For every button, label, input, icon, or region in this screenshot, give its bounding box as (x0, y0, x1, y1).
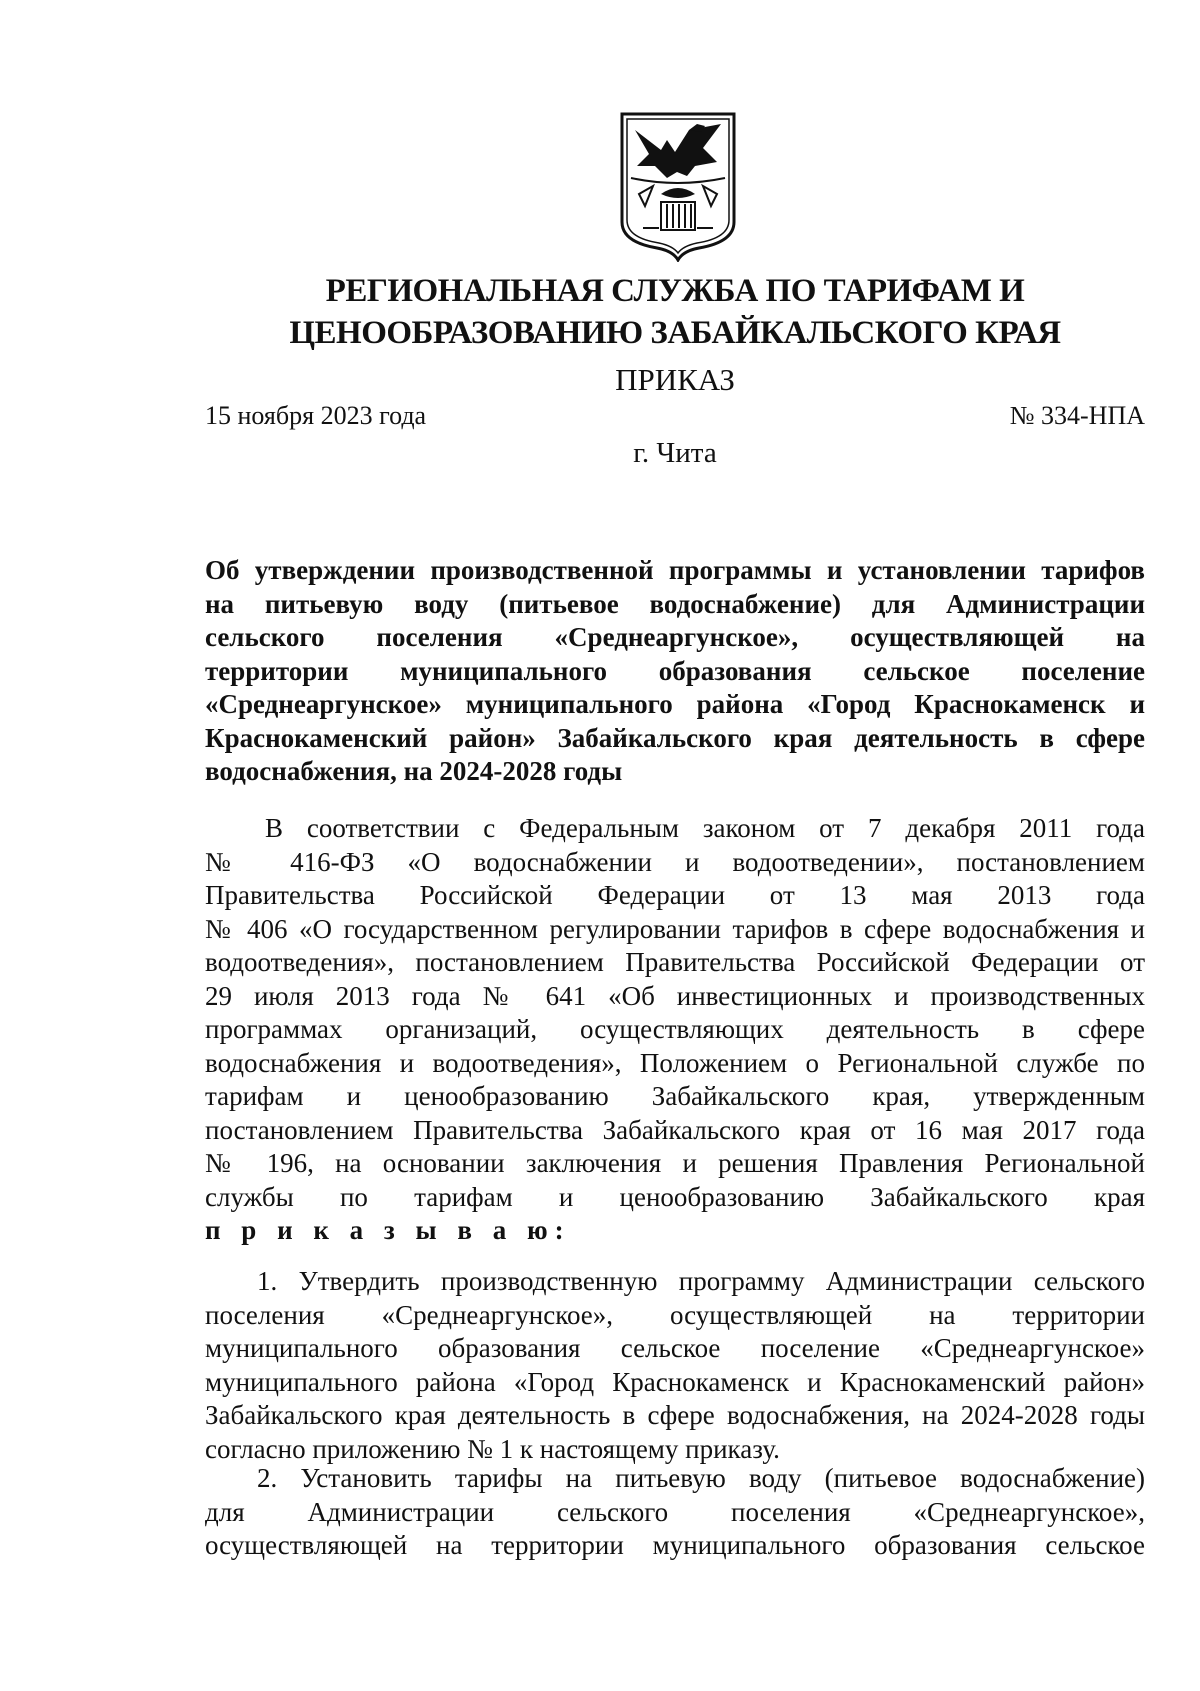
preamble-line: № 196, на основании заключения и решения Правления Региональной (205, 1148, 1145, 1178)
preamble-paragraph (205, 812, 1145, 1248)
item-line: поселения «Среднеаргунское», осуществляющей на территории (205, 1299, 1145, 1330)
subject-line: территории муниципального образования сельское поселение (205, 655, 1145, 686)
document-number: № 334-НПА (1009, 401, 1145, 430)
preamble-line: № 406 «О государственном регулировании тарифов в сфере водоснабжения и (205, 913, 1145, 944)
item-line: Забайкальского края деятельность в сфере водоснабжения, на 2024-2028 годы (205, 1400, 1145, 1430)
preamble-line: службы по тарифам и ценообразованию Забайкальского края (205, 1181, 1145, 1212)
item-line: 2. Установить тарифы на питьевую воду (питьевое водоснабжение) (257, 1463, 1145, 1493)
order-item-2 (205, 1462, 1145, 1563)
preamble-line: постановлением Правительства Забайкальского края от 16 мая 2017 года (205, 1114, 1145, 1145)
subject-line: Краснокаменский район» Забайкальского края деятельность в сфере (205, 722, 1145, 753)
document-city: г. Чита (633, 437, 717, 469)
preamble-line: водоотведения», постановлением Правительства Российской Федерации от (205, 947, 1145, 977)
subject-line: «Среднеаргунское» муниципального района «Город Краснокаменск и (205, 689, 1145, 719)
preamble-line: 29 июля 2013 года № 641 «Об инвестиционных и производственных (205, 980, 1145, 1011)
preamble-line: программах организаций, осуществляющих деятельность в сфере (205, 1014, 1145, 1044)
organization-name (200, 270, 1150, 354)
item-line: для Администрации сельского поселения «Среднеаргунское», (205, 1496, 1145, 1527)
subject-line: на питьевую воду (питьевое водоснабжение) для Администрации (205, 588, 1145, 619)
preamble-line: Правительства Российской Федерации от 13 мая 2013 года (205, 880, 1145, 910)
document-date: 15 ноября 2023 года (205, 401, 427, 430)
preamble-line: В соответствии с Федеральным законом от 7 декабря 2011 года (265, 813, 1145, 843)
item-line: муниципального района «Город Краснокаменск и Краснокаменский район» (205, 1366, 1145, 1397)
organization-line-2: ЦЕНООБРАЗОВАНИЮ ЗАБАЙКАЛЬСКОГО КРАЯ (289, 315, 1061, 351)
preamble-line: водоснабжения и водоотведения», Положением о Региональной службе по (205, 1047, 1145, 1078)
item-line: осуществляющей на территории муниципального образования сельское (205, 1530, 1145, 1560)
organization-line-1: РЕГИОНАЛЬНАЯ СЛУЖБА ПО ТАРИФАМ И (325, 273, 1025, 309)
subject-line: водоснабжения, на 2024-2028 годы (205, 756, 623, 786)
preamble-line: № 416-ФЗ «О водоснабжении и водоотведении», постановлением (205, 846, 1145, 877)
coat-of-arms-icon (617, 110, 739, 262)
document-type: ПРИКАЗ (615, 362, 735, 397)
order-item-1 (205, 1265, 1145, 1466)
item-line: 1. Утвердить производственную программу Администрации сельского (257, 1266, 1145, 1296)
preamble-line: тарифам и ценообразованию Забайкальского края, утвержденным (205, 1081, 1145, 1111)
subject-line: Об утверждении производственной программы и установлении тарифов (205, 555, 1145, 585)
document-subject (205, 554, 1145, 789)
item-line: муниципального образования сельское поселение «Среднеаргунское» (205, 1333, 1145, 1363)
subject-line: сельского поселения «Среднеаргунское», осуществляющей на (205, 622, 1145, 652)
order-word: п р и к а з ы в а ю: (205, 1215, 571, 1245)
item-line: согласно приложению № 1 к настоящему приказу. (205, 1433, 780, 1464)
